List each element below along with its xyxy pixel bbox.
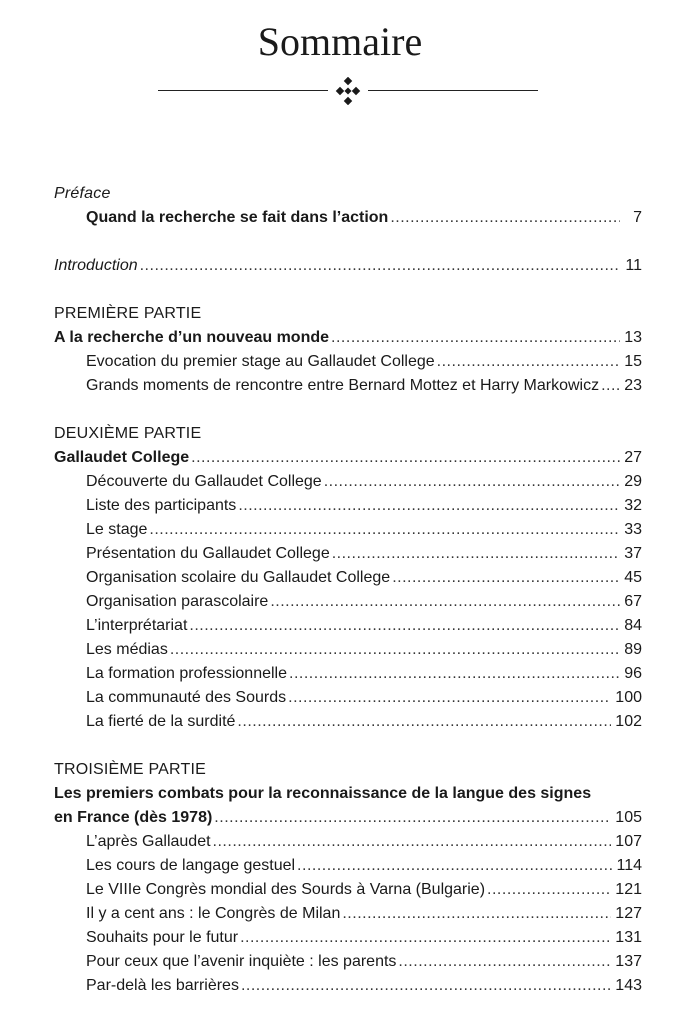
dot-leader <box>191 446 620 470</box>
toc-entry[interactable] <box>54 350 642 374</box>
toc-entry-page: 67 <box>624 593 642 610</box>
toc-entry-title: Pour ceux que l’avenir inquiète : les parents <box>86 953 397 970</box>
toc-entry[interactable] <box>54 710 642 734</box>
dot-leader <box>288 686 611 710</box>
dot-leader <box>331 326 620 350</box>
dot-leader <box>240 926 611 950</box>
toc-entry[interactable] <box>54 518 642 542</box>
toc-entry[interactable] <box>54 638 642 662</box>
dot-leader <box>149 518 620 542</box>
dot-leader <box>390 206 620 230</box>
toc-entry-page: 107 <box>615 833 642 850</box>
dot-leader <box>270 590 620 614</box>
section-part-1 <box>54 302 642 398</box>
toc-entry-title: Les cours de langage gestuel <box>86 857 296 874</box>
toc-entry-page: 15 <box>624 353 642 370</box>
dot-leader <box>170 638 620 662</box>
toc-entry-title: La fierté de la surdité <box>86 713 236 730</box>
toc-entry-page: 23 <box>624 377 642 394</box>
toc-entry-page: 13 <box>624 329 642 346</box>
ornament-rule-right <box>368 90 538 91</box>
dot-leader <box>392 566 620 590</box>
toc-entry-title: Par-delà les barrières <box>86 977 239 994</box>
toc-entry-page: 33 <box>624 521 642 538</box>
toc-entry-page: 27 <box>624 449 642 466</box>
toc-entry-page: 29 <box>624 473 642 490</box>
toc-entry-page: 37 <box>624 545 642 562</box>
section-preface <box>54 182 642 230</box>
toc-entry-title: Le stage <box>86 521 148 538</box>
dot-leader <box>214 806 611 830</box>
toc-entry[interactable] <box>54 686 642 710</box>
toc-entry[interactable] <box>54 950 642 974</box>
dot-leader <box>213 830 612 854</box>
toc-entry-page: 102 <box>615 713 642 730</box>
toc-entry[interactable] <box>54 902 642 926</box>
toc-entry-title: L’après Gallaudet <box>86 833 211 850</box>
toc-entry-title: A la recherche d’un nouveau monde <box>54 329 330 346</box>
toc-entry-page: 114 <box>616 857 642 874</box>
toc-entry-page: 143 <box>615 977 642 994</box>
dot-leader <box>487 878 611 902</box>
toc-entry[interactable] <box>54 926 642 950</box>
diamond-cluster-icon <box>334 77 362 105</box>
dot-leader <box>241 974 611 998</box>
toc-entry-page: 96 <box>624 665 642 682</box>
table-of-contents <box>54 182 642 1022</box>
toc-entry[interactable] <box>54 254 642 278</box>
toc-entry-title: Souhaits pour le futur <box>86 929 239 946</box>
toc-entry[interactable] <box>54 590 642 614</box>
toc-entry-title: Découverte du Gallaudet College <box>86 473 322 490</box>
toc-entry-title: Liste des participants <box>86 497 237 514</box>
toc-entry-page: 131 <box>615 929 642 946</box>
toc-entry-page: 89 <box>624 641 642 658</box>
dot-leader <box>398 950 611 974</box>
dot-leader <box>601 374 620 398</box>
ornament-rule-left <box>158 90 328 91</box>
toc-entry-title: Organisation parascolaire <box>86 593 269 610</box>
toc-entry[interactable] <box>54 566 642 590</box>
toc-entry-page: 11 <box>625 257 642 274</box>
toc-entry-title: Le VIIIe Congrès mondial des Sourds à Varna (Bulgarie) <box>86 881 486 898</box>
toc-entry[interactable] <box>54 854 642 878</box>
toc-entry-page: 121 <box>615 881 642 898</box>
toc-part-heading[interactable] <box>54 806 642 830</box>
dot-leader <box>189 614 620 638</box>
toc-entry-page: 45 <box>624 569 642 586</box>
dot-leader <box>324 470 620 494</box>
toc-entry-page: 7 <box>633 209 642 226</box>
toc-entry-page: 100 <box>615 689 642 706</box>
toc-entry-page: 32 <box>624 497 642 514</box>
part-label: DEUXIÈME PARTIE <box>54 425 202 442</box>
toc-entry[interactable] <box>54 542 642 566</box>
toc-entry[interactable] <box>54 206 642 230</box>
toc-entry-title: La communauté des Sourds <box>86 689 287 706</box>
dot-leader <box>140 254 620 278</box>
toc-entry-title: Quand la recherche se fait dans l’action <box>86 209 389 226</box>
dot-leader <box>297 854 612 878</box>
toc-entry-title: Grands moments de rencontre entre Bernard Mottez et Harry Markowicz <box>86 377 600 394</box>
toc-part-heading[interactable] <box>54 326 642 350</box>
toc-entry-title: Les médias <box>86 641 168 658</box>
toc-entry[interactable] <box>54 878 642 902</box>
toc-entry-title: La formation professionnelle <box>86 665 288 682</box>
toc-entry-page: 137 <box>615 953 642 970</box>
toc-entry-title: Présentation du Gallaudet College <box>86 545 330 562</box>
toc-part-heading-line[interactable]: Les premiers combats pour la reconnaissance de la langue des signes <box>54 785 592 802</box>
toc-entry-title: Gallaudet College <box>54 449 190 466</box>
toc-entry-page: 84 <box>624 617 642 634</box>
section-part-2 <box>54 422 642 734</box>
toc-entry[interactable] <box>54 614 642 638</box>
toc-entry-page: 127 <box>615 905 642 922</box>
toc-entry[interactable] <box>54 494 642 518</box>
dot-leader <box>289 662 620 686</box>
dot-leader <box>238 494 620 518</box>
dot-leader <box>332 542 620 566</box>
toc-entry-page: 105 <box>615 809 642 826</box>
toc-entry-title: Il y a cent ans : le Congrès de Milan <box>86 905 341 922</box>
page-title: Sommaire <box>257 19 423 64</box>
toc-part-heading[interactable] <box>54 446 642 470</box>
preface-label: Préface <box>54 185 111 202</box>
dot-leader <box>237 710 611 734</box>
toc-entry-title: L’interprétariat <box>86 617 188 634</box>
title-ornament <box>158 76 538 106</box>
toc-entry[interactable] <box>54 662 642 686</box>
part-label: TROISIÈME PARTIE <box>54 761 206 778</box>
toc-entry-title: Introduction <box>54 257 138 274</box>
toc-entry-title: Organisation scolaire du Gallaudet College <box>86 569 391 586</box>
section-introduction <box>54 254 642 278</box>
dot-leader <box>342 902 611 926</box>
section-part-3 <box>54 758 642 998</box>
part-label: PREMIÈRE PARTIE <box>54 305 202 322</box>
toc-entry[interactable] <box>54 470 642 494</box>
toc-entry-title: en France (dès 1978) <box>54 809 213 826</box>
toc-entry[interactable] <box>54 374 642 398</box>
toc-entry[interactable] <box>54 974 642 998</box>
dot-leader <box>437 350 620 374</box>
toc-entry[interactable] <box>54 830 642 854</box>
toc-entry-title: Evocation du premier stage au Gallaudet College <box>86 353 435 370</box>
